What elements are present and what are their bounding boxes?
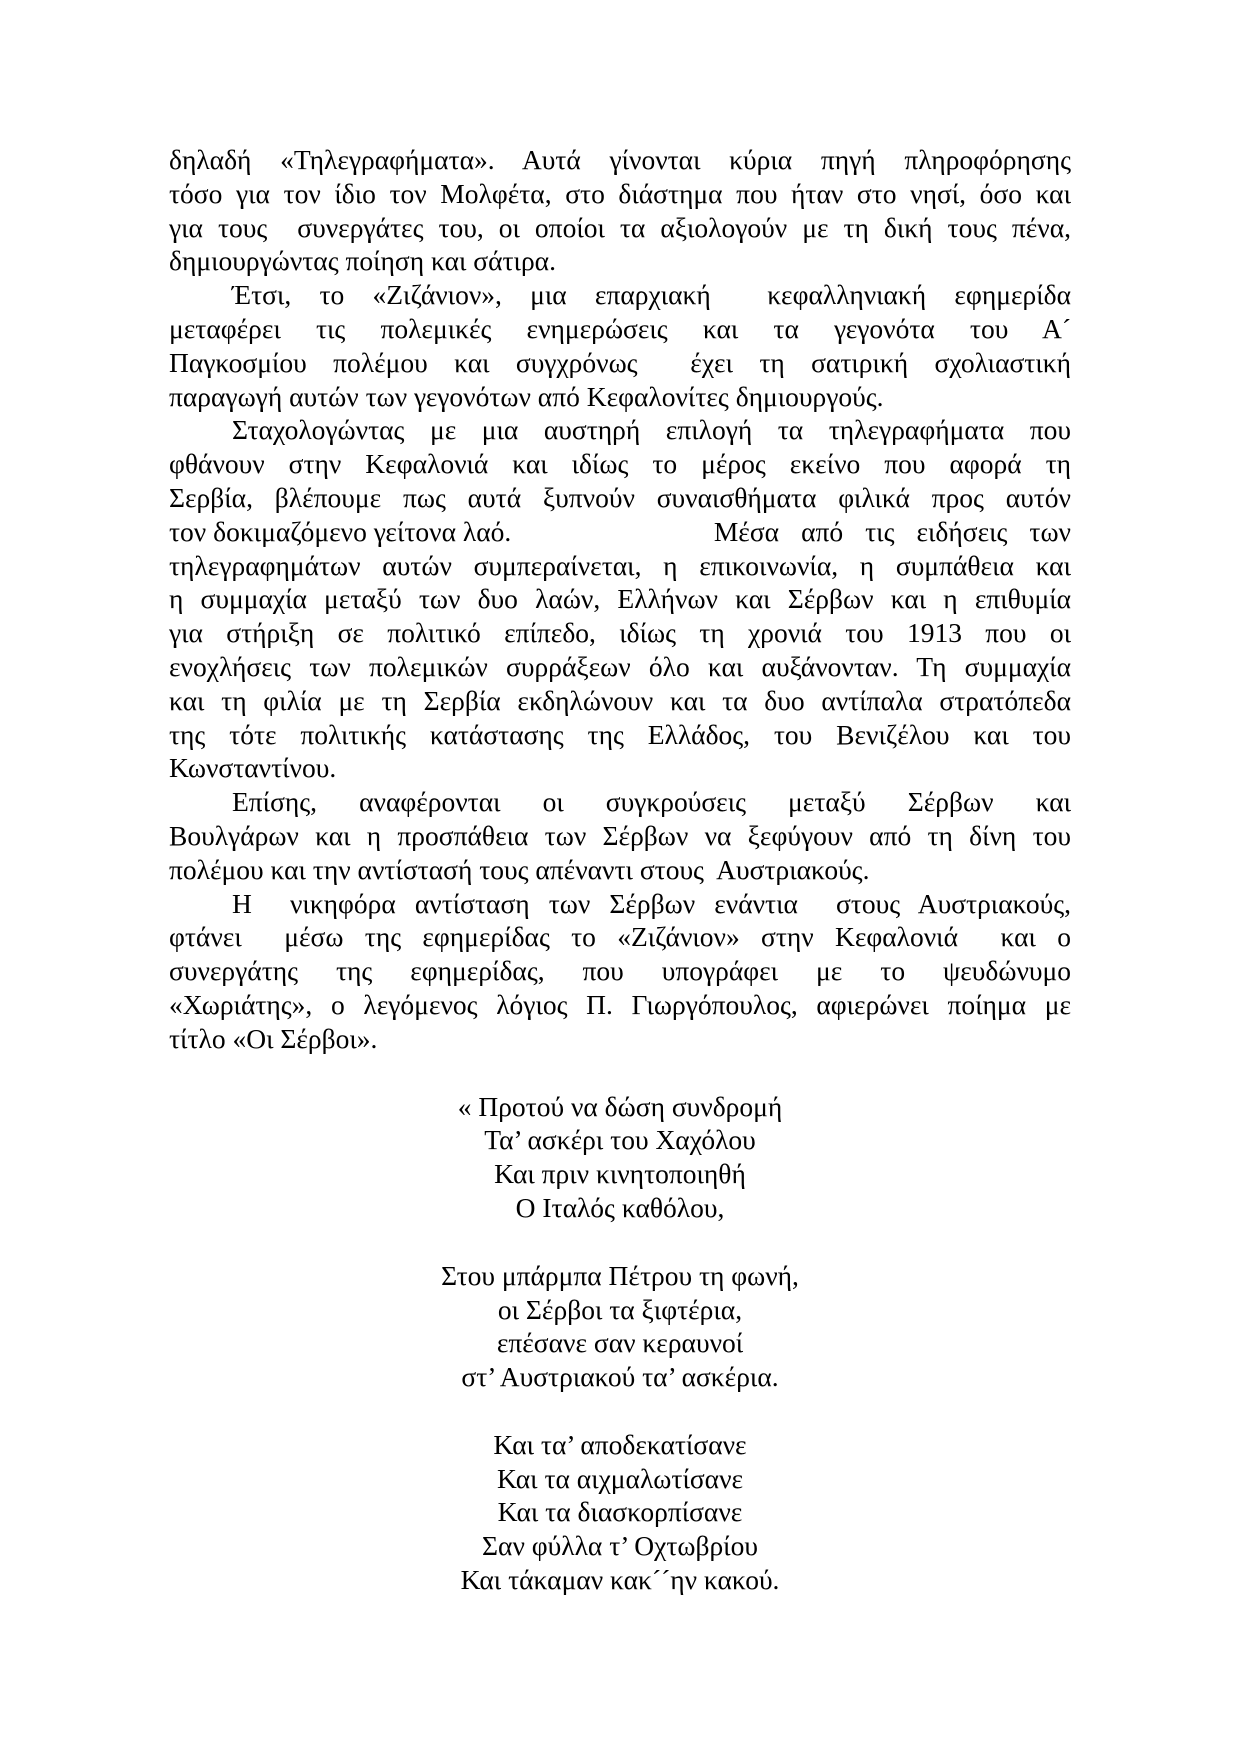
- text-line: δημιουργώντας ποίηση και σάτιρα.: [169, 245, 556, 277]
- text-line: για στήριξη σε πολιτικό επίπεδο, ιδίως τη χρονιά του 1913 που οι: [169, 617, 1071, 649]
- text-line: μεταφέρει τις πολεμικές ενημερώσεις και τα γεγονότα του Α´: [169, 312, 1071, 344]
- poem-line: Και τάκαμαν κακ´´ην κακού.: [460, 1564, 780, 1596]
- poem-line: Τα’ ασκέρι του Χαχόλου: [484, 1124, 756, 1156]
- poem: [169, 1090, 1071, 1597]
- paragraph: [169, 887, 1071, 1056]
- text-line: συνεργάτης της εφημερίδας, που υπογράφει με το ψευδώνυμο: [169, 955, 1071, 987]
- poem-line: Και τα αιχμαλωτίσανε: [496, 1462, 744, 1494]
- poem-line: οι Σέρβοι τα ξιφτέρια,: [497, 1293, 743, 1325]
- poem-stanza: [169, 1428, 1071, 1597]
- poem-stanza: [169, 1259, 1071, 1394]
- text-line: Σταχολογώντας με μια αυστηρή επιλογή τα τηλεγραφήματα που: [232, 414, 1071, 446]
- text-line: Παγκοσμίου πολέμου και συγχρόνως έχει τη σατιρική σχολιαστική: [169, 346, 1071, 378]
- text-line: φτάνει μέσω της εφημερίδας το «Ζιζάνιον» στην Κεφαλονιά και ο: [169, 921, 1071, 953]
- text-segment: τον δοκιμαζόμενο γείτονα λαό.: [169, 515, 512, 547]
- text-line: παραγωγή αυτών των γεγονότων από Κεφαλονίτες δημιουργούς.: [169, 380, 884, 412]
- text-line: Επίσης, αναφέρονται οι συγκρούσεις μεταξύ Σέρβων και: [232, 786, 1071, 818]
- text-segment: Μέσα από τις ειδήσεις των: [713, 515, 1071, 547]
- paragraph: [169, 278, 1071, 413]
- text-line: φθάνουν στην Κεφαλονιά και ιδίως το μέρος εκείνο που αφορά τη: [169, 448, 1071, 480]
- poem-line: Και τα διασκορπίσανε: [497, 1496, 743, 1528]
- paragraph: [169, 785, 1071, 886]
- text-line: Έτσι, το «Ζιζάνιον», μια επαρχιακή κεφαλληνιακή εφημερίδα: [232, 279, 1071, 311]
- text-line: τηλεγραφημάτων αυτών συμπεραίνεται, η επικοινωνία, η συμπάθεια και: [169, 549, 1071, 581]
- text-line: Βουλγάρων και η προσπάθεια των Σέρβων να ξεφύγουν από τη δίνη του: [169, 819, 1071, 851]
- poem-line: Στου μπάρμπα Πέτρου τη φωνή,: [441, 1259, 799, 1291]
- text-line: τόσο για τον ίδιο τον Μολφέτα, στο διάστημα που ήταν στο νησί, όσο και: [169, 177, 1071, 209]
- poem-line: « Προτού να δώση συνδρομή: [457, 1090, 783, 1122]
- paragraph: [169, 413, 1071, 785]
- poem-line: Και πριν κινητοποιηθή: [494, 1158, 746, 1190]
- poem-line: Και τα’ αποδεκατίσανε: [493, 1428, 747, 1460]
- paragraph: [169, 143, 1071, 278]
- text-line: Η νικηφόρα αντίσταση των Σέρβων ενάντια στους Αυστριακούς,: [232, 887, 1071, 919]
- text-line: Κωνσταντίνου.: [169, 752, 337, 784]
- text-line: η συμμαχία μεταξύ των δυο λαών, Ελλήνων και Σέρβων και η επιθυμία: [169, 583, 1071, 615]
- text-line: «Χωριάτης», ο λεγόμενος λόγιος Π. Γιωργόπουλος, αφιερώνει ποίημα με: [169, 988, 1071, 1020]
- poem-line: επέσανε σαν κεραυνοί: [496, 1327, 744, 1359]
- text-line: ενοχλήσεις των πολεμικών συρράξεων όλο και αυξάνονταν. Τη συμμαχία: [169, 650, 1071, 682]
- text-line: για τους συνεργάτες του, οι οποίοι τα αξιολογούν με τη δική τους πένα,: [169, 211, 1071, 243]
- poem-line: Ο Ιταλός καθόλου,: [515, 1191, 725, 1223]
- text-line: της τότε πολιτικής κατάστασης της Ελλάδος, του Βενιζέλου και του: [169, 718, 1071, 750]
- text-line: [169, 515, 1071, 549]
- text-line: και τη φιλία με τη Σερβία εκδηλώνουν και τα δυο αντίπαλα στρατόπεδα: [169, 684, 1071, 716]
- text-line: δηλαδή «Τηλεγραφήματα». Αυτά γίνονται κύρια πηγή πληροφόρησης: [169, 144, 1071, 175]
- poem-line: Σαν φύλλα τ’ Οχτωβρίου: [482, 1530, 758, 1562]
- text-line: Σερβία, βλέπουμε πως αυτά ξυπνούν συναισθήματα φιλικά προς αυτόν: [169, 481, 1071, 513]
- poem-stanza: [169, 1090, 1071, 1225]
- text-line: πολέμου και την αντίστασή τους απέναντι στους Αυστριακούς.: [169, 853, 870, 885]
- text-line: τίτλο «Οι Σέρβοι».: [169, 1022, 378, 1054]
- body-text: [169, 143, 1071, 1056]
- poem-line: στ’ Αυστριακού τα’ ασκέρια.: [461, 1361, 779, 1393]
